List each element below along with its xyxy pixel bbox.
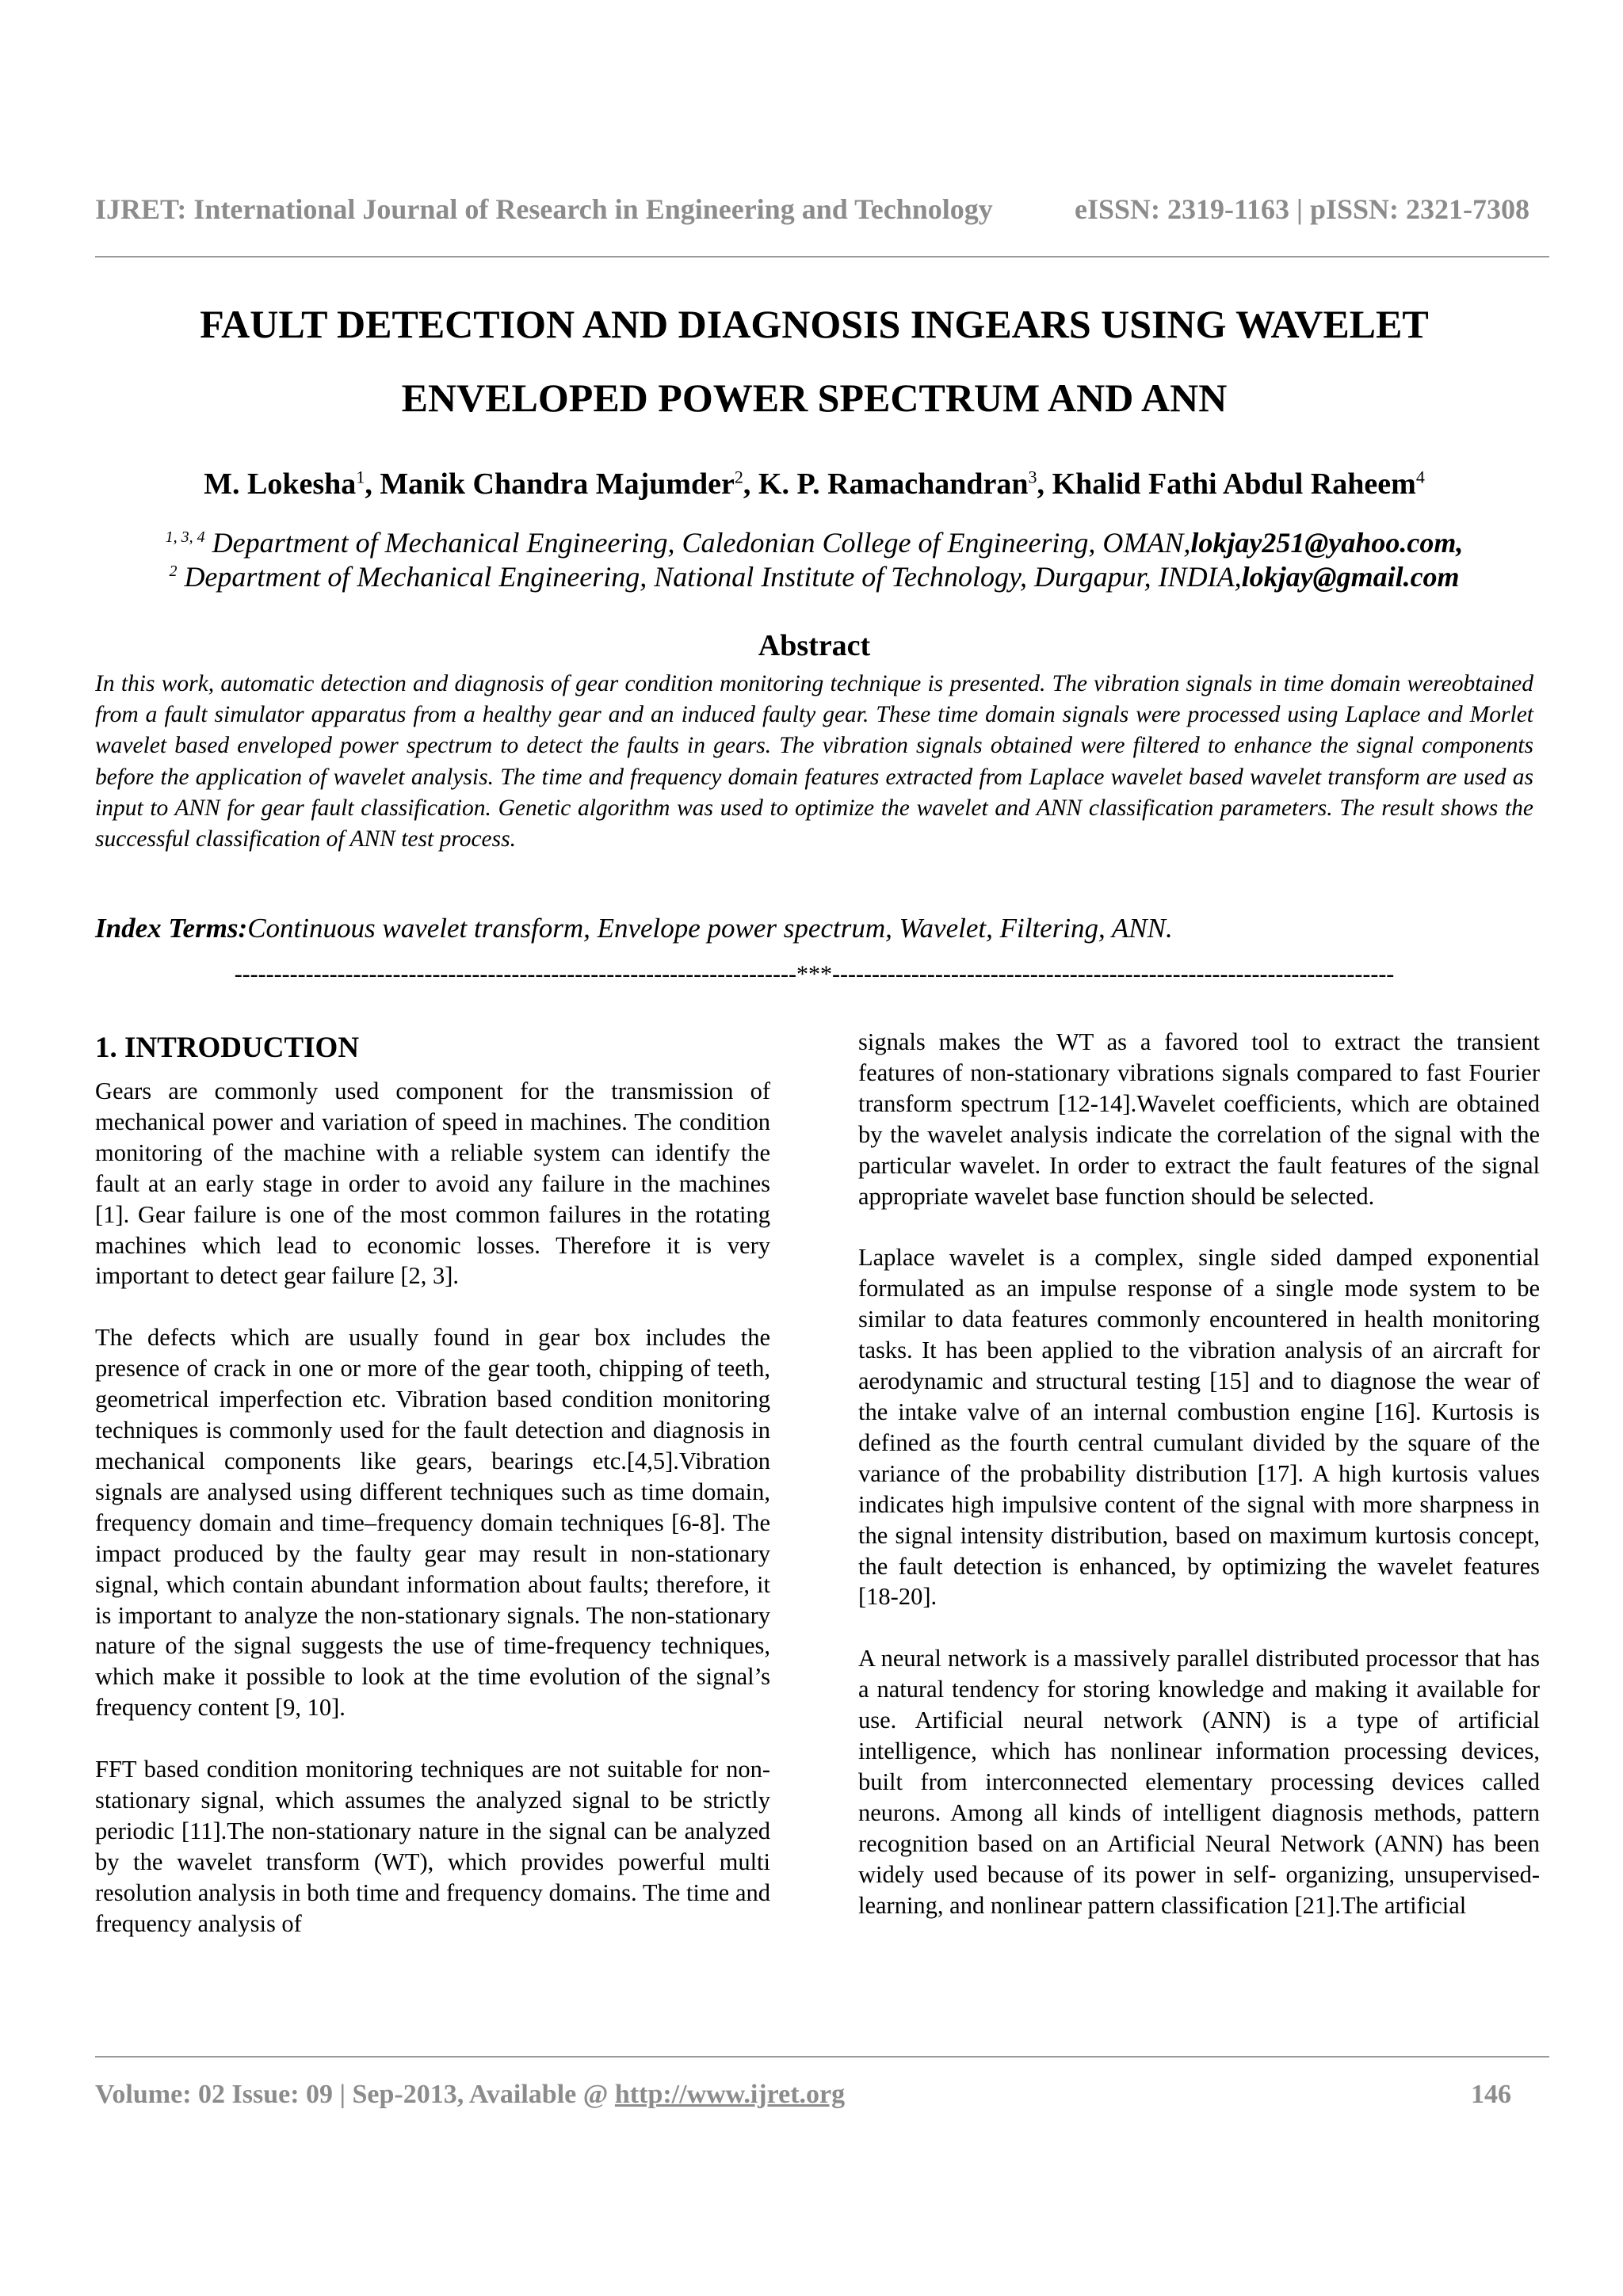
paper-title: [95, 288, 1533, 435]
page-number: 146: [1471, 2080, 1511, 2109]
footer-volume: [95, 2080, 845, 2110]
footer-text: Volume: 02 Issue: 09 | Sep-2013, Available @: [95, 2080, 615, 2109]
author-name: Manik Chandra Majumder: [380, 467, 735, 501]
left-column: [95, 1076, 770, 1970]
author-name: M. Lokesha: [204, 467, 357, 501]
paragraph: A neural network is a massively parallel distributed processor that has a natural tendency for storing knowledge and making it available for use. Artificial neural network (ANN) is a type of artificial intelligence, which has nonlinear information processing devices, built from interconnected elementary processing devices called neurons. Among all kinds of intelligent diagnosis methods, pattern recognition based on an Artificial Neural Network (ANN) has been widely used because of its power in self- organizing, unsupervised-learning, and nonlinear pattern classification [21].The artificial: [858, 1645, 1540, 1919]
footer-link[interactable]: http://www.ijret.org: [614, 2080, 846, 2109]
section-heading: 1. INTRODUCTION: [95, 1032, 360, 1064]
paragraph: FFT based condition monitoring techniques are not suitable for non-stationary signal, which assumes the analyzed signal to be strictly periodic [11].The non-stationary nature in the signal can be analyzed by the wavelet transform (WT), which provides powerful multi resolution analysis in both time and frequency domains. The time and frequency analysis of: [95, 1756, 770, 1937]
author-list: M. Lokesha$^1$, Manik Chandra Majumder$^2$, K. P. Ramachandran$^3$, Khalid Fathi Abdul Raheem$^4$: [204, 467, 1425, 501]
abstract-heading: Abstract: [758, 629, 871, 662]
paper-title-line-1: FAULT DETECTION AND DIAGNOSIS INGEARS USING WAVELET: [200, 302, 1429, 346]
affiliation-text: Department of Mechanical Engineering, National Institute of Technology, Durgapur, INDIA,: [177, 561, 1242, 593]
author-sup: 4: [1415, 467, 1425, 487]
paragraph: Gears are commonly used component for the transmission of mechanical power and variation of speed in machines. The condition monitoring of the machine with a reliable system can identify the fault at an early stage in order to avoid any failure in the machines [1]. Gear failure is one of the most common failures in the rotating machines which lead to economic losses. Therefore it is very important to detect gear failure [2, 3].: [95, 1077, 770, 1290]
author-name: K. P. Ramachandran: [758, 467, 1029, 501]
author-sup: 1: [356, 467, 365, 487]
affiliation-email: lokjay251@yahoo.com,: [1190, 527, 1464, 559]
author-sup: 2: [734, 467, 743, 487]
index-terms-text: Continuous wavelet transform, Envelope power spectrum, Wavelet, Filtering, ANN.: [247, 913, 1173, 944]
index-terms: [95, 913, 1533, 944]
footer-divider: [95, 2056, 1549, 2058]
right-column: [858, 1027, 1540, 1951]
header-divider: [95, 256, 1549, 257]
paragraph: Laplace wavelet is a complex, single sided damped exponential formulated as an impulse response of a single mode system to be similar to data features commonly encountered in health monitoring tasks. It has been applied to the vibration analysis of an aircraft for aerodynamic and structural testing [15] and to diagnose the wear of the intake valve of an internal combustion engine [16]. Kurtosis is defined as the fourth central cumulant divided by the square of the variance of the probability distribution [17]. A high kurtosis values indicates high impulsive content of the signal with more sharpness in the signal intensity distribution, based on maximum kurtosis concept, the fault detection is enhanced, by optimizing the wavelet features [18-20].: [858, 1244, 1540, 1611]
affiliation-sup: 1, 3, 4: [165, 528, 205, 546]
paragraph: The defects which are usually found in gear box includes the presence of crack in one or more of the gear tooth, chipping of teeth, geometrical imperfection etc. Vibration based condition monitoring techniques is commonly used for the fault detection and diagnosis in mechanical components like gears, bearings etc.[4,5].Vibration signals are analysed using different techniques such as time domain, frequency domain and time–frequency domain techniques [6-8]. The impact produced by the faulty gear may result in non-stationary signal, which contain abundant information about faults; therefore, it is important to analyze the non-stationary signals. The non-stationary nature of the signal suggests the use of time-frequency techniques, which make it possible to look at the time evolution of the signal’s frequency content [9, 10].: [95, 1324, 770, 1722]
paragraph: signals makes the WT as a favored tool to extract the transient features of non-stationary vibrations signals compared to fast Fourier transform spectrum [12-14].Wavelet coefficients, which are obtained by the wavelet analysis indicate the correlation of the signal with the particular wavelet. In order to extract the fault features of the signal appropriate wavelet base function should be selected.: [858, 1028, 1540, 1210]
author-name: Khalid Fathi Abdul Raheem: [1052, 467, 1416, 501]
affiliation-1: [95, 526, 1533, 559]
affiliation-sup: 2: [169, 563, 178, 580]
affiliation-email: lokjay@gmail.com: [1241, 561, 1460, 593]
author-sup: 3: [1028, 467, 1037, 487]
journal-issn: eISSN: 2319-1163 | pISSN: 2321-7308: [1075, 193, 1529, 225]
index-terms-label: Index Terms:: [95, 913, 248, 944]
affiliation-2: [95, 560, 1533, 593]
affiliation-text: Department of Mechanical Engineering, Caledonian College of Engineering, OMAN,: [204, 527, 1191, 559]
section-separator: -----------------------------------------------------------------------***-----------------------------------------------------------------------: [234, 961, 1395, 987]
journal-header: [95, 193, 1529, 226]
abstract-text: In this work, automatic detection and diagnosis of gear condition monitoring technique is presented. The vibration signals in time domain wereobtained from a fault simulator apparatus from a healthy gear and an induced faulty gear. These time domain signals were processed using Laplace and Morlet wavelet based enveloped power spectrum to detect the faults in gears. The vibration signals obtained were filtered to enhance the signal components before the application of wavelet analysis. The time and frequency domain features extracted from Laplace wavelet based wavelet transform are used as input to ANN for gear fault classification. Genetic algorithm was used to optimize the wavelet and ANN classification parameters. The result shows the successful classification of ANN test process.: [95, 671, 1533, 852]
paper-title-line-2: ENVELOPED POWER SPECTRUM AND ANN: [401, 376, 1228, 420]
journal-name: IJRET: International Journal of Research in Engineering and Technology: [95, 193, 993, 225]
